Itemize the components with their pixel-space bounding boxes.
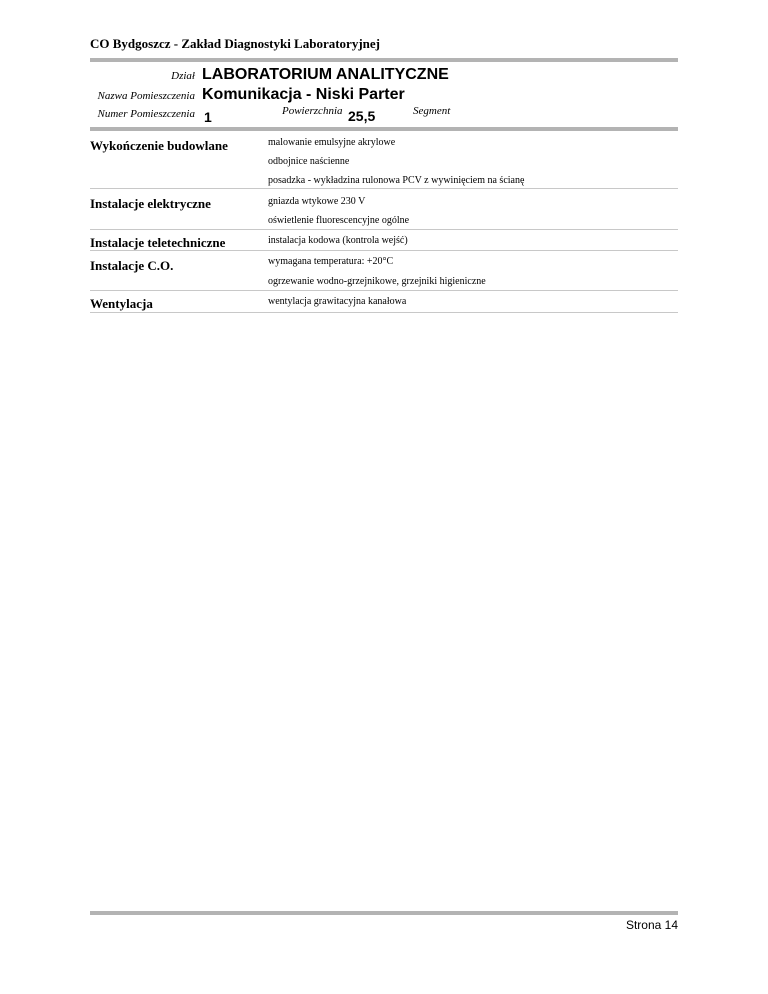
section-item: posadzka - wykładzina rulonowa PCV z wywinięciem na ścianę <box>268 175 525 186</box>
numer-label: Numer Pomieszczenia <box>97 108 195 120</box>
document-header-title: CO Bydgoszcz - Zakład Diagnostyki Laboratoryjnej <box>90 36 380 51</box>
header-divider <box>90 58 678 62</box>
section-item: oświetlenie fluorescencyjne ogólne <box>268 215 410 226</box>
section-title-wykonczenie: Wykończenie budowlane <box>90 138 228 153</box>
section-divider <box>90 229 678 230</box>
section-divider <box>90 312 678 313</box>
section-divider <box>90 250 678 251</box>
powierzchnia-label: Powierzchnia <box>282 105 343 117</box>
section-item: odbojnice naścienne <box>268 156 350 167</box>
section-title-elektryczne: Instalacje elektryczne <box>90 196 211 211</box>
page-number: Strona 14 <box>625 918 678 932</box>
section-item: wymagana temperatura: +20°C <box>268 256 394 267</box>
dzial-value: LABORATORIUM ANALITYCZNE <box>202 66 449 83</box>
section-item: ogrzewanie wodno-grzejnikowe, grzejniki higieniczne <box>268 276 486 287</box>
section-title-co: Instalacje C.O. <box>90 258 174 273</box>
section-divider <box>90 290 678 291</box>
info-divider <box>90 127 678 131</box>
numer-value: 1 <box>204 109 212 125</box>
powierzchnia-value: 25,5 <box>348 108 376 124</box>
section-divider <box>90 188 678 189</box>
section-item: wentylacja grawitacyjna kanałowa <box>268 296 407 307</box>
footer-divider <box>90 911 678 915</box>
section-item: malowanie emulsyjne akrylowe <box>268 137 396 148</box>
section-title-teletechniczne: Instalacje teletechniczne <box>90 235 226 250</box>
segment-label: Segment <box>413 105 451 117</box>
section-item: gniazda wtykowe 230 V <box>268 196 366 207</box>
nazwa-label: Nazwa Pomieszczenia <box>97 90 195 102</box>
nazwa-value: Komunikacja - Niski Parter <box>202 86 405 103</box>
section-title-wentylacja: Wentylacja <box>90 296 153 311</box>
dzial-label: Dział <box>171 70 195 82</box>
section-item: instalacja kodowa (kontrola wejść) <box>268 235 408 246</box>
